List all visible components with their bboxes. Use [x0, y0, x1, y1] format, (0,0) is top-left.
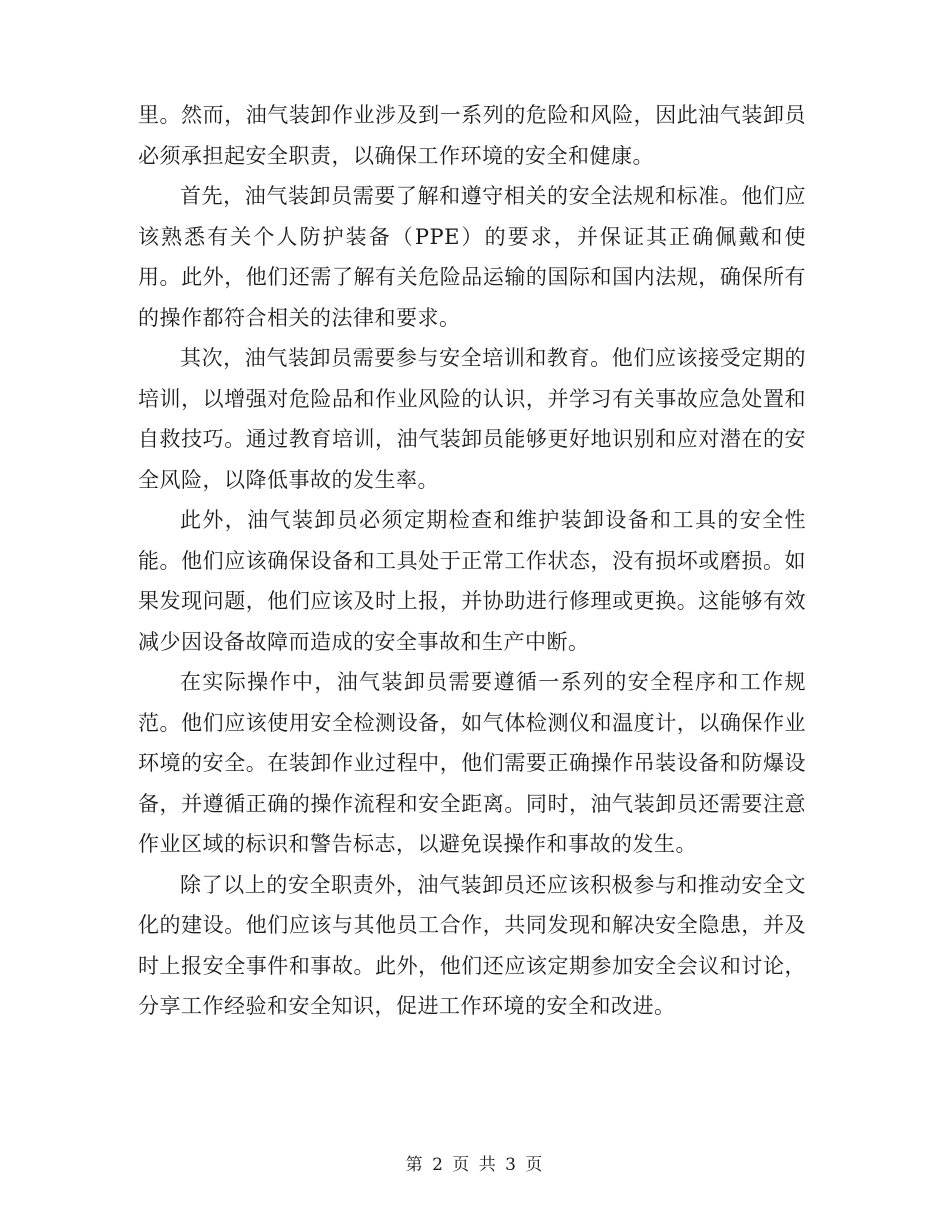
paragraph-continuation: 里。然而，油气装卸作业涉及到一系列的危险和风险，因此油气装卸员必须承担起安全职责，以确保工作环境的安全和健康。: [138, 103, 806, 168]
paragraph: 此外，油气装卸员必须定期检查和维护装卸设备和工具的安全性能。他们应该确保设备和工具处于正常工作状态，没有损坏或磨损。如果发现问题，他们应该及时上报，并协助进行修理或更换。这能够有效减少因设备故障而造成的安全事故和生产中断。: [138, 508, 806, 654]
paragraph: 其次，油气装卸员需要参与安全培训和教育。他们应该接受定期的培训，以增强对危险品和作业风险的认识，并学习有关事故应急处置和自救技巧。通过教育培训，油气装卸员能够更好地识别和应对潜在的安全风险，以降低事故的发生率。: [138, 346, 806, 492]
paragraph: 首先，油气装卸员需要了解和遵守相关的安全法规和标准。他们应该熟悉有关个人防护装备（PPE）的要求，并保证其正确佩戴和使用。此外，他们还需了解有关危险品运输的国际和国内法规，确保所有的操作都符合相关的法律和要求。: [138, 184, 806, 330]
document-body: [138, 95, 806, 1027]
paragraph: 除了以上的安全职责外，油气装卸员还应该积极参与和推动安全文化的建设。他们应该与其他员工合作，共同发现和解决安全隐患，并及时上报安全事件和事故。此外，他们还应该定期参加安全会议和讨论，分享工作经验和安全知识，促进工作环境的安全和改进。: [138, 872, 806, 1018]
paragraph: 在实际操作中，油气装卸员需要遵循一系列的安全程序和工作规范。他们应该使用安全检测设备，如气体检测仪和温度计，以确保作业环境的安全。在装卸作业过程中，他们需要正确操作吊装设备和防爆设备，并遵循正确的操作流程和安全距离。同时，油气装卸员还需要注意作业区域的标识和警告标志，以避免误操作和事故的发生。: [138, 670, 806, 856]
page-number-footer: 第 2 页 共 3 页: [405, 1155, 545, 1175]
